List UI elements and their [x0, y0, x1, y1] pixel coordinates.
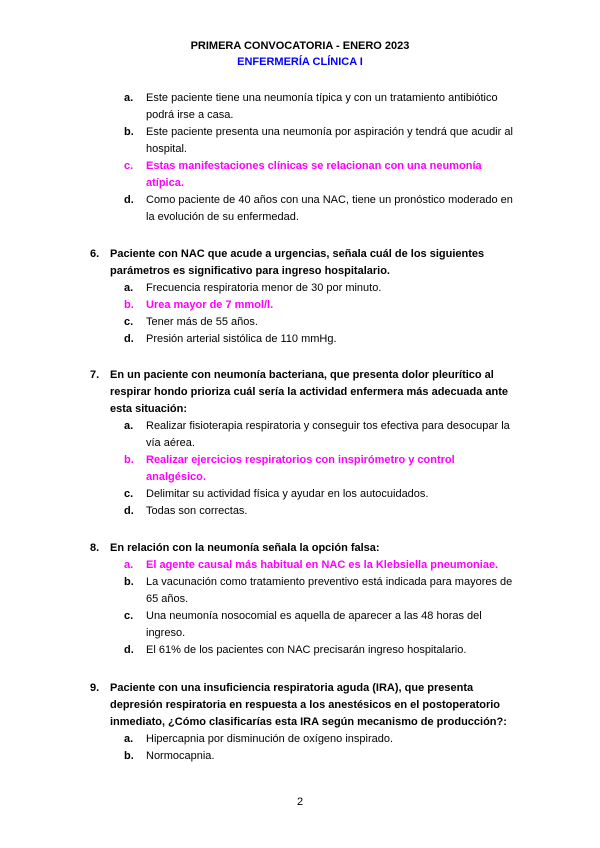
option-b: b. Normocapnia.	[124, 750, 215, 762]
question-text: 7. En un paciente con neumonía bacteriana, que presenta dolor pleurítico al respirar hondo prioriza cuál sería la actividad enfermera más adecuada ante esta situación:	[90, 369, 508, 415]
option-a: a. Frecuencia respiratoria menor de 30 por minuto.	[124, 282, 382, 294]
option-a-correct: a. El agente causal más habitual en NAC es la Klebsiella pneumoniae.	[124, 559, 499, 571]
option-a: a. Hipercapnia por disminución de oxígeno inspirado.	[124, 733, 394, 745]
question-text: 9. Paciente con una insuficiencia respiratoria aguda (IRA), que presenta depresión respiratoria en respuesta a los anestésicos en el postoperatorio inmediato, ¿Cómo clasificarías esta IRA según mecanismo de producción?:	[90, 682, 507, 728]
option-b-correct: b. Urea mayor de 7 mmol/l.	[124, 299, 274, 311]
question-9	[0, 680, 600, 731]
option-a: a. Realizar fisioterapia respiratoria y conseguir tos efectiva para desocupar la vía aérea.	[124, 420, 510, 449]
option-d: d. Presión arterial sistólica de 110 mmHg.	[124, 333, 337, 345]
option-b-correct: b. Realizar ejercicios respiratorios con inspirómetro y control analgésico.	[124, 454, 455, 483]
option-b: b. Este paciente presenta una neumonía por aspiración y tendrá que acudir al hospital.	[124, 126, 513, 155]
option-d: d. Todas son correctas.	[124, 505, 248, 517]
question-7	[0, 367, 600, 418]
exam-title: PRIMERA CONVOCATORIA - ENERO 2023	[190, 40, 410, 52]
subject-title: ENFERMERÍA CLÍNICA I	[237, 56, 363, 68]
question-8-options	[0, 557, 600, 659]
question-8	[0, 540, 600, 557]
prev-question-options	[0, 90, 600, 226]
option-b: b. La vacunación como tratamiento preventivo está indicada para mayores de 65 años.	[124, 576, 513, 605]
page-header	[0, 38, 600, 70]
option-c-correct: c. Estas manifestaciones clínicas se relacionan con una neumonía atípica.	[124, 160, 482, 189]
option-c: c. Tener más de 55 años.	[124, 316, 258, 328]
question-7-options	[0, 418, 600, 520]
question-9-options	[0, 731, 600, 765]
question-text: 8. En relación con la neumonía señala la opción falsa:	[90, 542, 380, 554]
question-6-options	[0, 280, 600, 348]
question-text: 6. Paciente con NAC que acude a urgencias, señala cuál de los siguientes parámetros es significativo para ingreso hospitalario.	[90, 248, 485, 277]
page-number: 2	[296, 796, 304, 808]
option-c: c. Delimitar su actividad física y ayudar en los autocuidados.	[124, 488, 429, 500]
option-d: d. Como paciente de 40 años con una NAC, tiene un pronóstico moderado en la evolución de su enfermedad.	[124, 194, 513, 223]
option-d: d. El 61% de los pacientes con NAC precisarán ingreso hospitalario.	[124, 644, 467, 656]
question-6	[0, 246, 600, 280]
option-c: c. Una neumonía nosocomial es aquella de aparecer a las 48 horas del ingreso.	[124, 610, 482, 639]
option-a: a. Este paciente tiene una neumonía típica y con un tratamiento antibiótico podrá irse a casa.	[124, 92, 498, 121]
